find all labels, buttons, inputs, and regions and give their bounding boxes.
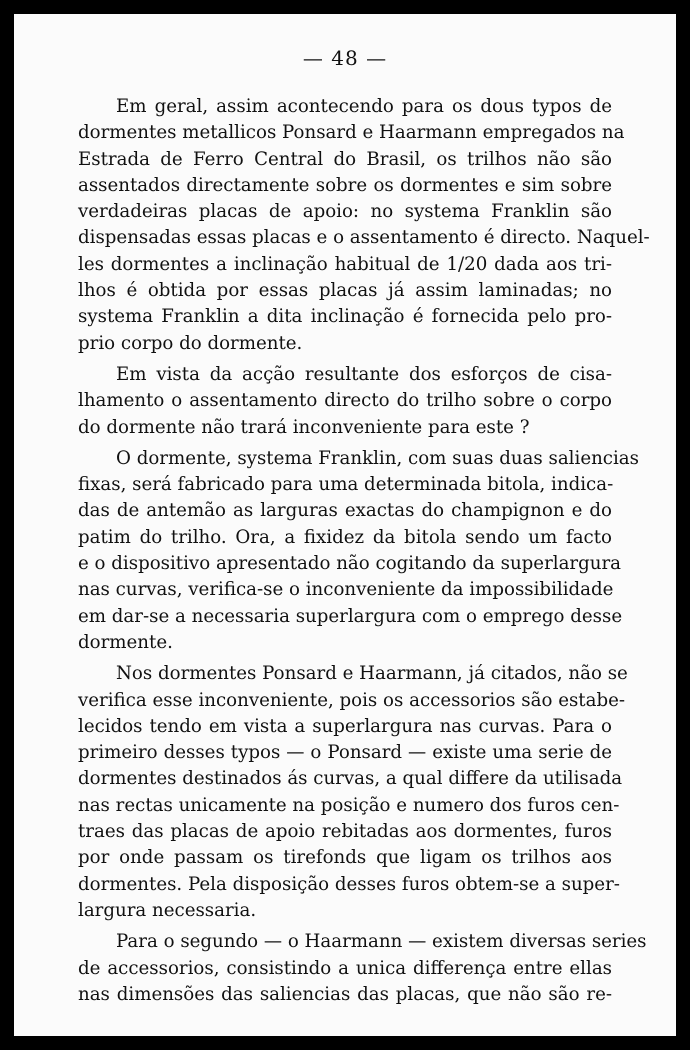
text-line: nas dimensões das saliencias das placas, que não são re- <box>78 983 612 1005</box>
text-line: Em geral, assim acontecendo para os dous typos de <box>116 96 612 117</box>
text-line: verifica esse inconveniente, pois os accessorios são estabe- <box>78 689 625 711</box>
text-line: de accessorios, consistindo a unica differença entre ellas <box>78 957 612 979</box>
paragraph <box>78 362 612 441</box>
text-line: primeiro desses typos — o Ponsard — existe uma serie de <box>78 742 612 764</box>
text-line: lhos é obtida por essas placas já assim laminadas; no <box>78 280 612 302</box>
text-line: Em vista da acção resultante dos esforços de cisa- <box>116 363 612 385</box>
book-page <box>14 14 676 1036</box>
text-line: patim do trilho. Ora, a fixidez da bitola sendo um facto <box>78 526 612 548</box>
text-line: em dar-se a necessaria superlargura com o emprego desse <box>78 605 623 627</box>
text-line: nas rectas unicamente na posição e numero dos furos cen- <box>78 794 620 816</box>
text-line: Estrada de Ferro Central do Brasil, os trilhos não são <box>78 148 612 170</box>
text-line: traes das placas de apoio rebitadas aos dormentes, furos <box>78 821 612 843</box>
paragraph <box>78 661 628 924</box>
text-line: dispensadas essas placas e o assentamento é directo. Naquel- <box>78 227 650 249</box>
text-line: dormente. <box>78 631 173 653</box>
text-line: Para o segundo — o Haarmann — existem diversas series <box>116 931 647 953</box>
text-line: do dormente não trará inconveniente para este ? <box>78 416 530 438</box>
text-line: assentados directamente sobre os dormentes e sim sobre <box>78 174 612 196</box>
text-line: lhamento o assentamento directo do trilho sobre o corpo <box>78 390 612 412</box>
text-line: O dormente, systema Franklin, com suas duas saliencias <box>116 447 639 469</box>
text-line: fixas, será fabricado para uma determinada bitola, indica- <box>78 474 614 496</box>
body-text <box>78 94 650 1008</box>
text-line: e o dispositivo apresentado não cogitando da superlargura <box>78 553 622 575</box>
text-line: por onde passam os tirefonds que ligam os trilhos aos <box>78 847 612 869</box>
text-line: Nos dormentes Ponsard e Haarmann, já citados, não se <box>116 663 628 685</box>
page-number: — 48 — <box>302 46 388 70</box>
text-line: dormentes metallicos Ponsard e Haarmann empregados na <box>78 122 625 144</box>
paragraph <box>78 929 647 1008</box>
text-line: nas curvas, verifica-se o inconveniente da impossibilidade <box>78 579 614 601</box>
paragraph <box>78 94 650 357</box>
text-line: dormentes destinados ás curvas, a qual differe da utilisada <box>78 768 623 790</box>
text-line: lecidos tendo em vista a superlargura nas curvas. Para o <box>78 715 612 737</box>
text-line: les dormentes a inclinação habitual de 1/20 dada aos tri- <box>78 253 612 275</box>
paragraph <box>78 446 639 656</box>
text-line: dormentes. Pela disposição desses furos obtem-se a super- <box>78 873 620 895</box>
text-line: verdadeiras placas de apoio: no systema Franklin são <box>78 201 612 223</box>
text-line: das de antemão as larguras exactas do champignon e do <box>78 500 612 522</box>
text-line: prio corpo do dormente. <box>78 332 303 354</box>
text-line: systema Franklin a dita inclinação é fornecida pelo pro- <box>78 306 612 328</box>
text-line: largura necessaria. <box>78 899 257 921</box>
